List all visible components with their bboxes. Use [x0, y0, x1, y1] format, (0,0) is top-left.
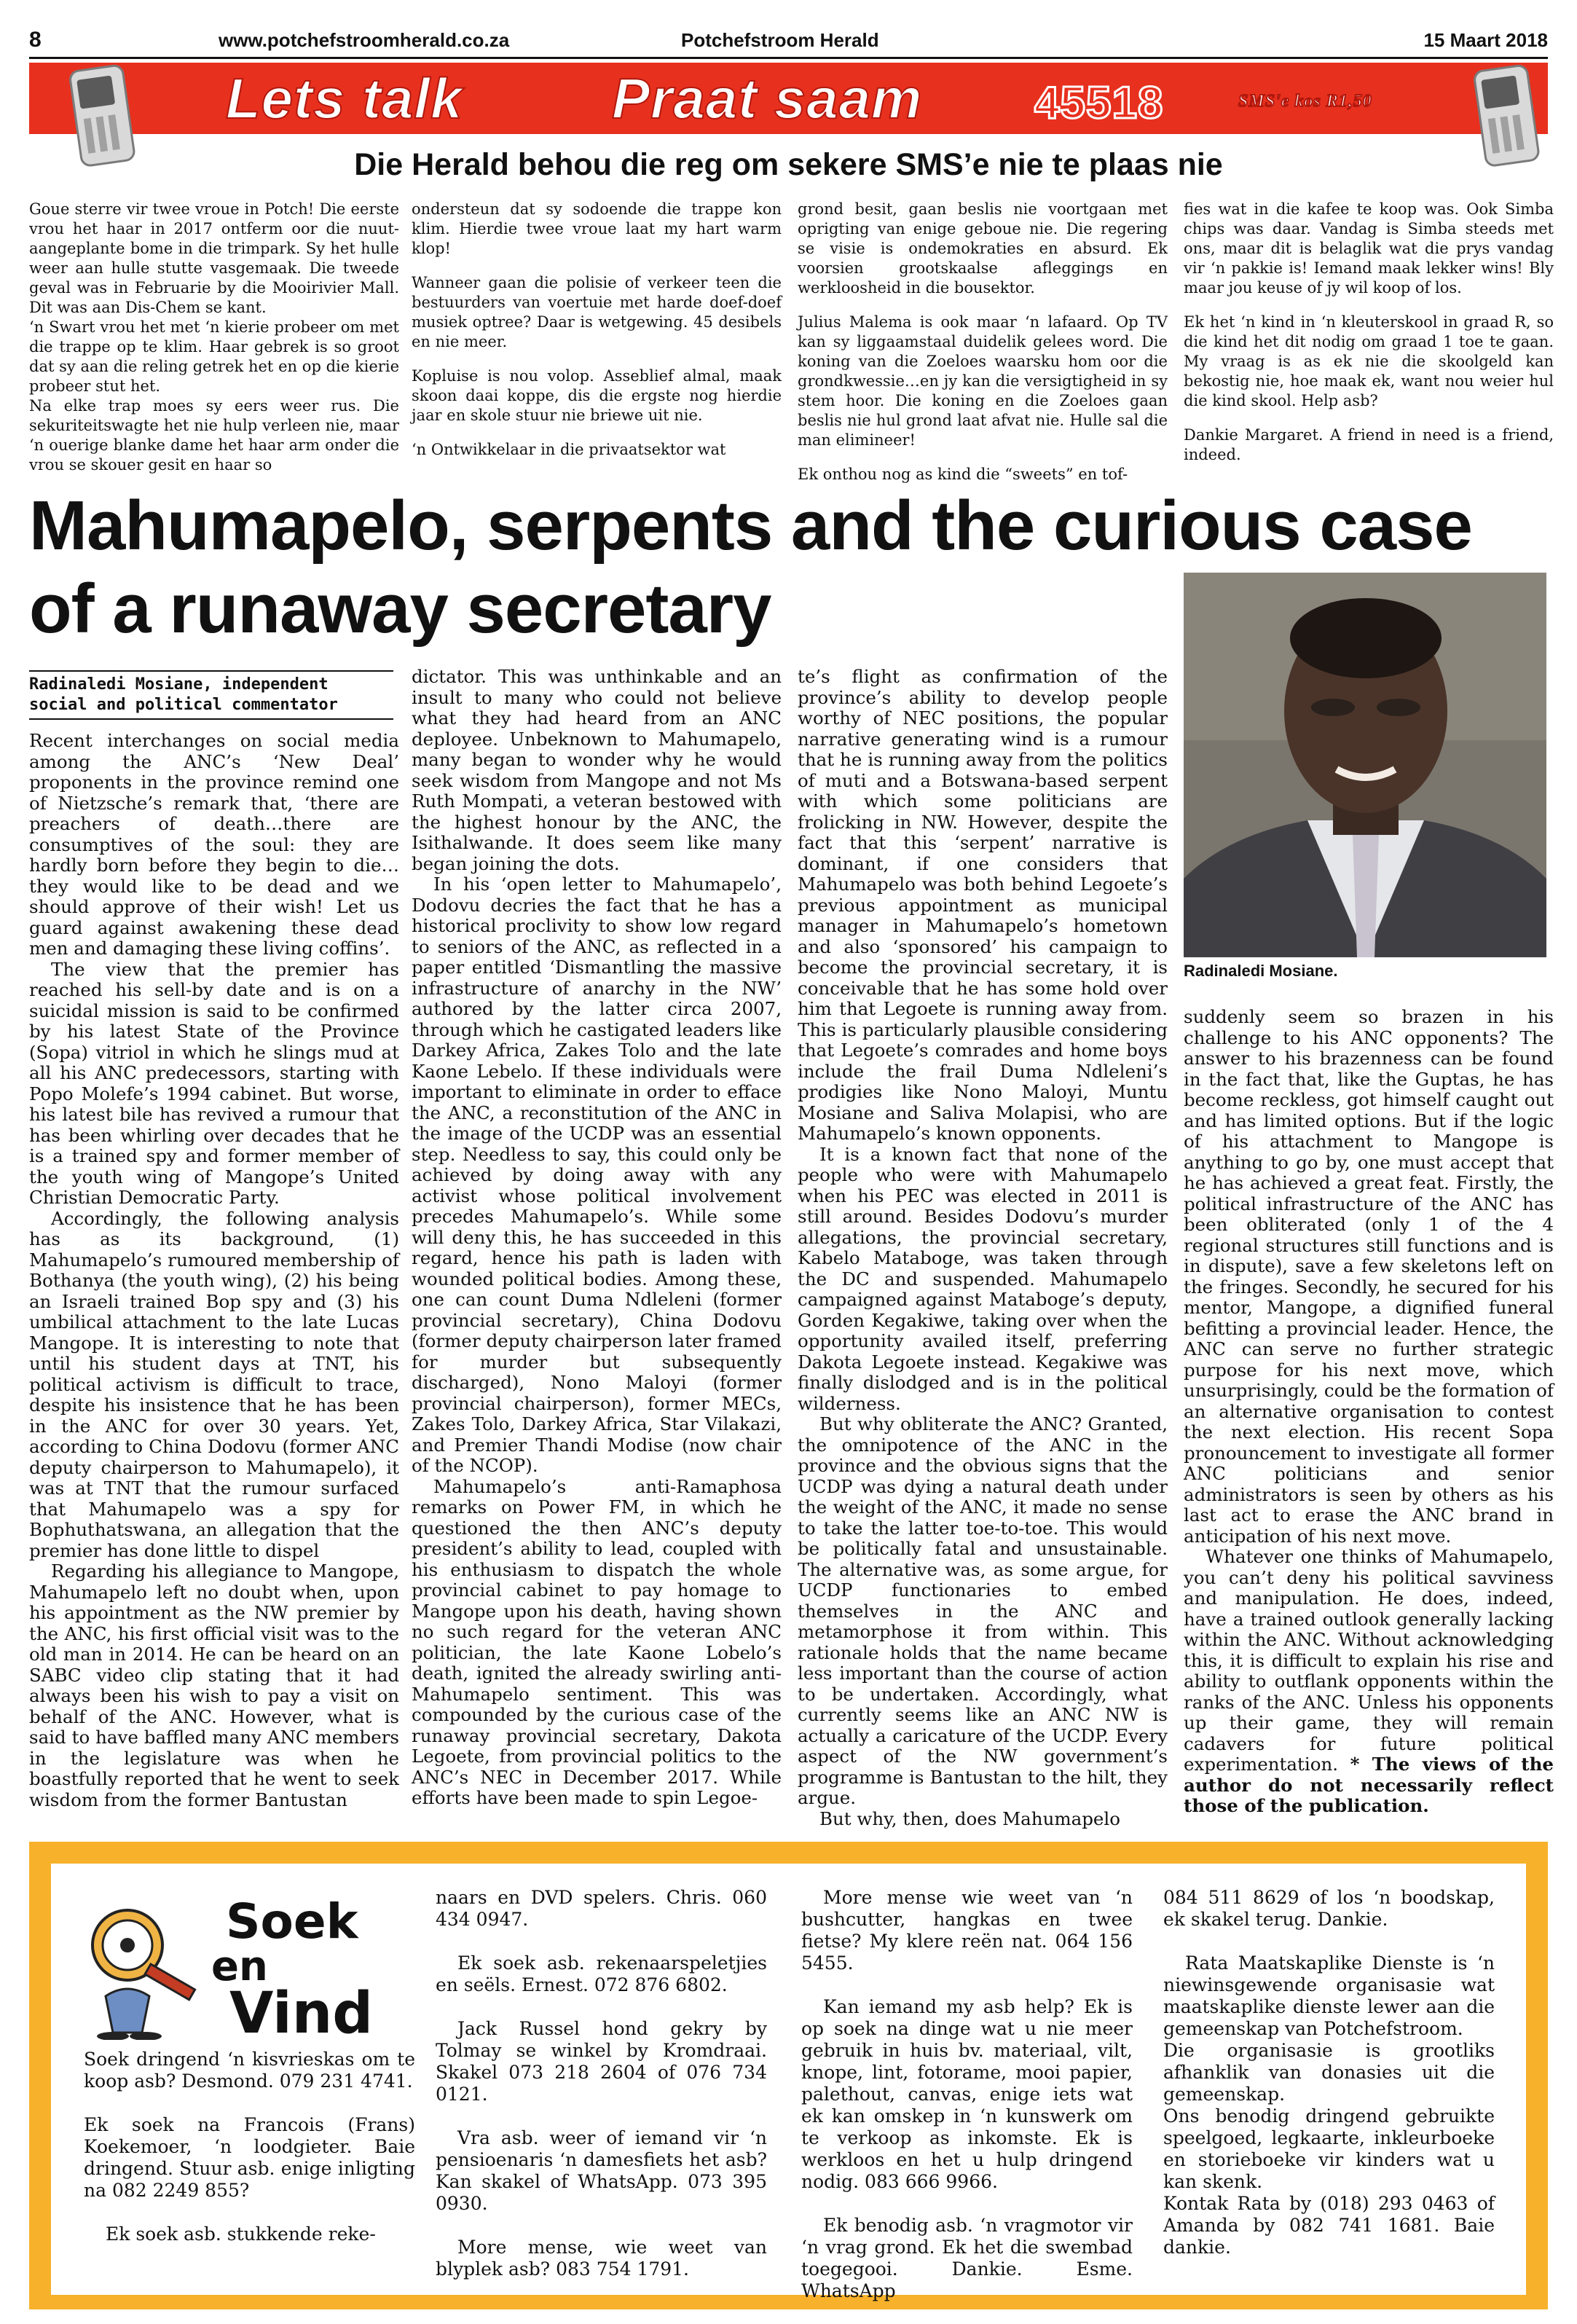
classified-ad: Vra asb. weer of iemand vir ‘n pensioenaris ‘n damesfiets het asb? Kan skakel of WhatsApp. 073 395 0930.: [436, 2127, 767, 2214]
classified-ad: Soek dringend ‘n kisvrieskas om te koop asb? Desmond. 079 231 4741.: [84, 2049, 415, 2092]
article-paragraph: dictator. This was unthinkable and an insult to many who could not believe what they had heard from an ANC deployee. Unbeknown to Mahumapelo, many began to wonder why he would seek wisdom from Mangope and not Ms Ruth Mompati, a veteran bestowed with the highest honour by the ANC, the Isithalwande. It does seem like many began joining the dots.: [412, 666, 782, 874]
classified-ad: Ek soek asb. rekenaarspeletjies en seëls. Ernest. 072 876 6802.: [436, 1952, 767, 1995]
sms-subheading: Die Herald behou die reg om sekere SMS’e nie te plaas nie: [354, 147, 1223, 182]
author-photo: [1184, 573, 1546, 957]
article-paragraph: In his ‘open letter to Mahumapelo’, Dodovu decries the fact that he has a historical proclivity to show low regard to seniors of the ANC, as reflected in a paper entitled ‘Dismantling the massive infrastructure of anarchy in the NW’ authored by the latter circa 2007, through which he castigated leaders like Darkey Africa, Zakes Tolo and the late Kaone Lebelo. If these individuals were important to eliminate in order to efface the ANC, a reconstitution of the ANC in the image of the UCDP was an essential step. Needless to say, this could only be achieved by doing away with any activist whose political involvement precedes Mahumapelo’s. While some will deny this, he has succeeded in this regard, hence his path is laden with wounded political bodies. Among these, one can count Duma Ndleleni (former provincial secretary), China Dodovu (former deputy chairperson later framed for murder but subsequently discharged), Nono Maloyi (former provincial chairperson), former MECs, Zakes Tolo, Darkey Africa, Star Vilakazi, and Premier Thandi Modise (now chair of the NCOP).: [412, 874, 782, 1476]
sms-column-1: [29, 200, 399, 490]
sms-message: ondersteun dat sy sodoende die trappe kon klim. Hierdie twee vroue laat my hart warm klop!: [412, 200, 782, 257]
article-paragraph: Mahumapelo’s anti-Ramaphosa remarks on Power FM, in which he questioned the then ANC’s deputy president’s ability to lead, coupled with his enthusiasm to dispatch the whole provincial cabinet to pay homage to Mangope upon his death, having shown no such regard for the veteran ANC politician, the late Kaone Lobelo’s death, ignited the already swirling anti-Mahumapelo sentiment. This was compounded by the curious case of the runaway provincial secretary, Dakota Legoete, from provincial politics to the ANC’s NEC in December 2017. While efforts have been made to spin Legoe-: [412, 1475, 782, 1808]
classified-ad: Ek soek na Francois (Frans) Koekemoer, ‘n loodgieter. Baie dringend. Stuur asb. enige inligting na 082 2249 855?: [84, 2114, 415, 2201]
classified-ad: Ek soek asb. stukkende reke-: [106, 2223, 376, 2245]
classifieds-column-1: [84, 2049, 415, 2267]
sms-message: Kopluise is nou volop. Asseblief almal, maak skoon daai koppe, dis die ergste nog hierdie jaar en skole stuur nie briewe uit nie.: [412, 367, 782, 424]
sms-message: Ek onthou nog as kind die “sweets” en tof-: [798, 466, 1128, 483]
classified-ad: naars en DVD spelers. Chris. 060 434 0947.: [436, 1887, 767, 1930]
article-paragraph: But why obliterate the ANC? Granted, the omnipotence of the ANC in the province and the obvious signs that the UCDP was dying a natural death under the weight of the ANC, it made no sense to take the latter toe-to-toe. This would be politically fatal and unsustainable. The alternative was, as some argue, for UCDP functionaries to embed themselves in the ANC and metamorphose it from within. This rationale holds that the name became less important than the course of action to be undertaken. Accordingly, what currently seems like an ANC NW is actually a caricature of the UCDP. Every aspect of the NW government’s programme is Bantustan to the hilt, they argue.: [798, 1413, 1168, 1808]
header-rule: [29, 57, 1548, 59]
article-paragraph: [1184, 1547, 1554, 1817]
sms-message: Ek het ‘n kind in ‘n kleuterskool in graad R, so die kind het dit nodig om graad 1 toe te gaan. My vraag is as ek nie die skoolgeld kan bekostig nie, hoe maak ek, want nou weier hul die kind skool. Help asb?: [1184, 313, 1554, 409]
soek-en-vind-logo: [84, 1887, 412, 2040]
sms-column-2: [412, 200, 782, 474]
classified-ad: Jack Russel hond gekry by Tolmay se winkel by Kromdraai. Skakel 073 218 2604 of 076 734 0121.: [436, 2018, 767, 2105]
classified-ad: More mense, wie weet van blyplek asb? 083 754 1791.: [436, 2237, 767, 2280]
classified-ad: More mense wie weet van ‘n bushcutter, hangkas en twee fietse? My klere reën nat. 064 156 5455.: [801, 1887, 1133, 1974]
article-paragraph-text: Whatever one thinks of Mahumapelo, you can’t deny his political savviness and manipulation. He does, indeed, have a trained outlook generally lacking within the ANC. Without acknowledging this, it is difficult to explain his rise and ability to outflank opponents within the ranks of the ANC. Unless his opponents up their game, they will remain cadavers for future political experimentation.: [1184, 1546, 1554, 1775]
article-column-1: [29, 731, 399, 1810]
sms-number: 45518: [1034, 78, 1164, 128]
classified-ad: Kan iemand my asb help? Ek is op soek na dinge wat u nie meer gebruik in huis bv. materiaal, vilt, knope, lint, fotorame, mooi papier, palethout, canvas, enige iets wat ek kan omskep in ‘n kunswerk om te verkoop as inkomste. Ek is werkloos en het u hulp dringend nodig. 083 666 9966.: [801, 1996, 1133, 2192]
classified-ad: Rata Maatskaplike Dienste is ‘n niewinsgewende organisasie wat maatskaplike dienste lewer aan die gemeenskap van Potchefstroom. Die organisasie is grootliks afhanklik van donasies uit die gemeenskap. Ons benodig dringend gebruikte speelgoed, legkaarte, inkleurboeke en storieboeke vir kinders wat u kan skenk. Kontak Rata by (018) 293 0463 of Amanda by 082 741 1681. Baie dankie.: [1163, 1952, 1495, 2258]
article-column-2: [412, 667, 782, 1809]
article-paragraph: Accordingly, the following analysis has as its background, (1) Mahumapelo’s rumoured membership of Bothanya (the youth wing), (2) his being an Israeli trained Bop spy and (3) his umbilical attachment to the late Lucas Mangope. It is interesting to note that until his student days at TNT, his political activism is difficult to trace, despite his insistence that he has been in the ANC for over 30 years. Yet, according to China Dodovu (former ANC deputy chairperson to Mahumapelo), it was at TNT that the rumour surfaced that Mahumapelo was a spy for Bophuthatswana, an allegation that the premier has done little to dispel: [29, 1207, 399, 1561]
issue-date: 15 Maart 2018: [1423, 29, 1548, 51]
sms-message: Dankie Margaret. A friend in need is a friend, indeed.: [1184, 426, 1554, 463]
logo-word-1: Soek: [226, 1893, 358, 1950]
sms-column-4: [1184, 200, 1554, 479]
sms-message: fies wat in die kafee te koop was. Ook Simba chips was daar. Vandag is Simba steeds met ons, maar dit is belaglik wat die prys vandag vir ‘n pakkie is! Iemand maak lekker wins! Bly maar jou keuse of jy wil koop of los.: [1184, 200, 1554, 297]
article-paragraph: The view that the premier has reached his sell-by date and is on a suicidal mission is said to be confirmed by his latest State of the Province (Sopa) vitriol in which he slings mud at all his ANC predecessors, starting with Popo Molefe’s 1994 cabinet. But worse, his latest bile has revived a rumour that has been whirling over decades that he is a trained spy and former member of the youth wing of Mangope’s United Christian Democratic Party.: [29, 958, 399, 1208]
sms-message: Wanneer gaan die polisie of verkeer teen die bestuurders van voertuie met harde doef-doef musiek optree? Daar is wetgewing. 45 desibels en nie meer.: [412, 274, 782, 350]
article-paragraph: suddenly seem so brazen in his challenge to his ANC opponents? The answer to his brazenness can be found in the fact that, like the Guptas, he has become reckless, got himself caught out and has limited options. But if the logic of his attachment to Mangope is anything to go by, one must accept that he has achieved a great feat. Firstly, the political infrastructure of the ANC has been obliterated (only 1 of the 4 regional structures still functions and is in dispute), save a few skeletons left on the fringes. Secondly, he secured for his mentor, Mangope, a dignified funeral befitting a provincial leader. Hence, the ANC can serve no further strategic purpose for his next move, which unsurprisingly, could be the formation of an alternative organisation to contest the next election. His recent Sopa pronouncement to investigate all former ANC politicians and senior administrators is seen by others as his last act to erase the ANC brand in anticipation of his next move.: [1184, 1006, 1554, 1547]
article-paragraph: Regarding his allegiance to Mangope, Mahumapelo left no doubt when, upon his appointment as the NW premier by the ANC, his first official visit was to the old man in 2014. He can be heard on an SABC video clip stating that it had always been his wish to pay a visit on behalf of the ANC. However, what is said to have baffled many ANC members in the legislature was when he boastfully reported that he went to seek wisdom from the former Bantustan: [29, 1561, 399, 1810]
lets-talk-title: Lets talk: [226, 66, 463, 130]
author-disclaimer: * The views of the author do not necessarily reflect those of the publication.: [1184, 1754, 1554, 1816]
article-paragraph: te’s flight as confirmation of the province’s ability to develop people worthy of NEC positions, the popular narrative generating wind is a rumour that he is running away from the politics of muti and a Botswana-based serpent with which some politicians are frolicking in NW. However, despite the fact that this ‘serpent’ narrative is dominant, if one considers that Mahumapelo was both behind Legoete’s previous appointment as municipal manager in Mahumapelo’s hometown and also ‘sponsored’ his campaign to become the provincial secretary, it is conceivable that he has some hold over him that Legoete is running away from. This is particularly plausible considering that Legoete’s comrades and home boys include the frail Duma Ndleleni’s prodigies like Nono Maloyi, Muntu Mosiane and Saliva Molapisi, who are Mahumapelo’s known opponents.: [798, 666, 1168, 1144]
sms-message: ‘n Ontwikkelaar in die privaatsektor wat: [412, 441, 726, 458]
sms-message: grond besit, gaan beslis nie voortgaan met oprigting van enige geboue nie. Die regering se visie is ondemokraties en absurd. Ek voorsien grootskaalse afleggings en werkloosheid in die bousektor.: [798, 200, 1168, 297]
article-column-3: [798, 667, 1168, 1829]
sms-cost: SMS'e kos R1,50: [1238, 92, 1372, 111]
sms-message: Goue sterre vir twee vroue in Potch! Die eerste vrou het haar in 2017 ontferm oor die nuut-aangeplante bome in die trimpark. Sy het hulle weer aan hulle stutte vasgemaak. Die tweede geval was in Februarie by die Mooirivier Mall. Dit was aan Dis-Chem se kant. ‘n Swart vrou het met ‘n kierie probeer om met die trappe op te klim. Haar gebrek is so groot dat sy aan die reling getrek het en op die kierie probeer stut het. Na elke trap moes sy eers weer rus. Die sekuriteitswagte het nie hulp verleen nie, maar ‘n ouerige blanke dame het haar arm onder die vrou se skouer gesit en haar so: [29, 200, 399, 474]
classifieds-column-3: [801, 1887, 1133, 2324]
classified-ad: Ek benodig asb. ‘n vragmotor vir ‘n vrag grond. Ek het die swembad toegegooi. Dankie. Esme. WhatsApp: [801, 2215, 1133, 2301]
logo-word-2: en: [211, 1943, 268, 1990]
article-byline: Radinaledi Mosiane, independent social and political commentator: [29, 670, 393, 720]
sms-message: Julius Malema is ook maar ‘n lafaard. Op TV kan sy liggaamstaal duidelik gelees word. Die koning van die Zoeloes waarsku hom oor die grondkwessie…en jy kan die versigtigheid in sy stem hoor. Die koning en die Zoeloes gaan beslis nie hul grond laat afvat nie. Hulle sal die man elimineer!: [798, 313, 1168, 449]
classifieds-column-2: [436, 1887, 767, 2302]
website-url: www.potchefstroomherald.co.za: [219, 29, 510, 51]
classifieds-column-4: [1163, 1887, 1495, 2280]
article-paragraph: Recent interchanges on social media among the ANC’s ‘New Deal’ proponents in the province remind one of Nietzsche’s remark that, ‘there are preachers of death…there are consumptives of the soul: they are hardly born before they begin to die… they would like to be dead and we should approve of their wish! Let us guard against awakening these dead men and damaging these living coffins’.: [29, 730, 399, 959]
sms-column-3: [798, 200, 1168, 499]
page-number: 8: [29, 28, 42, 52]
sms-banner: [29, 63, 1548, 134]
photo-caption: Radinaledi Mosiane.: [1184, 962, 1338, 980]
article-paragraph: It is a known fact that none of the people who were with Mahumapelo when his PEC was elected in 2011 is still around. Besides Dodovu’s murder allegations, the provincial secretary, Kabelo Mataboge, was taken through the DC and suspended. Mahumapelo campaigned against Mataboge’s deputy, Gorden Kegakiwe, taking over when the opportunity availed itself, preferring Dakota Legoete instead. Kegakiwe was finally dislodged and is in the political wilderness.: [798, 1143, 1168, 1414]
logo-word-3: Vind: [229, 1981, 374, 2040]
paper-name: Potchefstroom Herald: [681, 29, 879, 51]
article-paragraph: But why, then, does Mahumapelo: [819, 1807, 1120, 1829]
portrait-image: [1184, 573, 1546, 957]
praat-saam-title: Praat saam: [612, 66, 923, 130]
classified-ad: 084 511 8629 of los ‘n boodskap, ek skakel terug. Dankie.: [1163, 1887, 1495, 1930]
article-column-4: [1184, 1007, 1554, 1817]
article-headline: Mahumapelo, serpents and the curious case of a runaway secretary: [29, 487, 1472, 648]
magnifying-glass-icon: [93, 1910, 195, 2040]
